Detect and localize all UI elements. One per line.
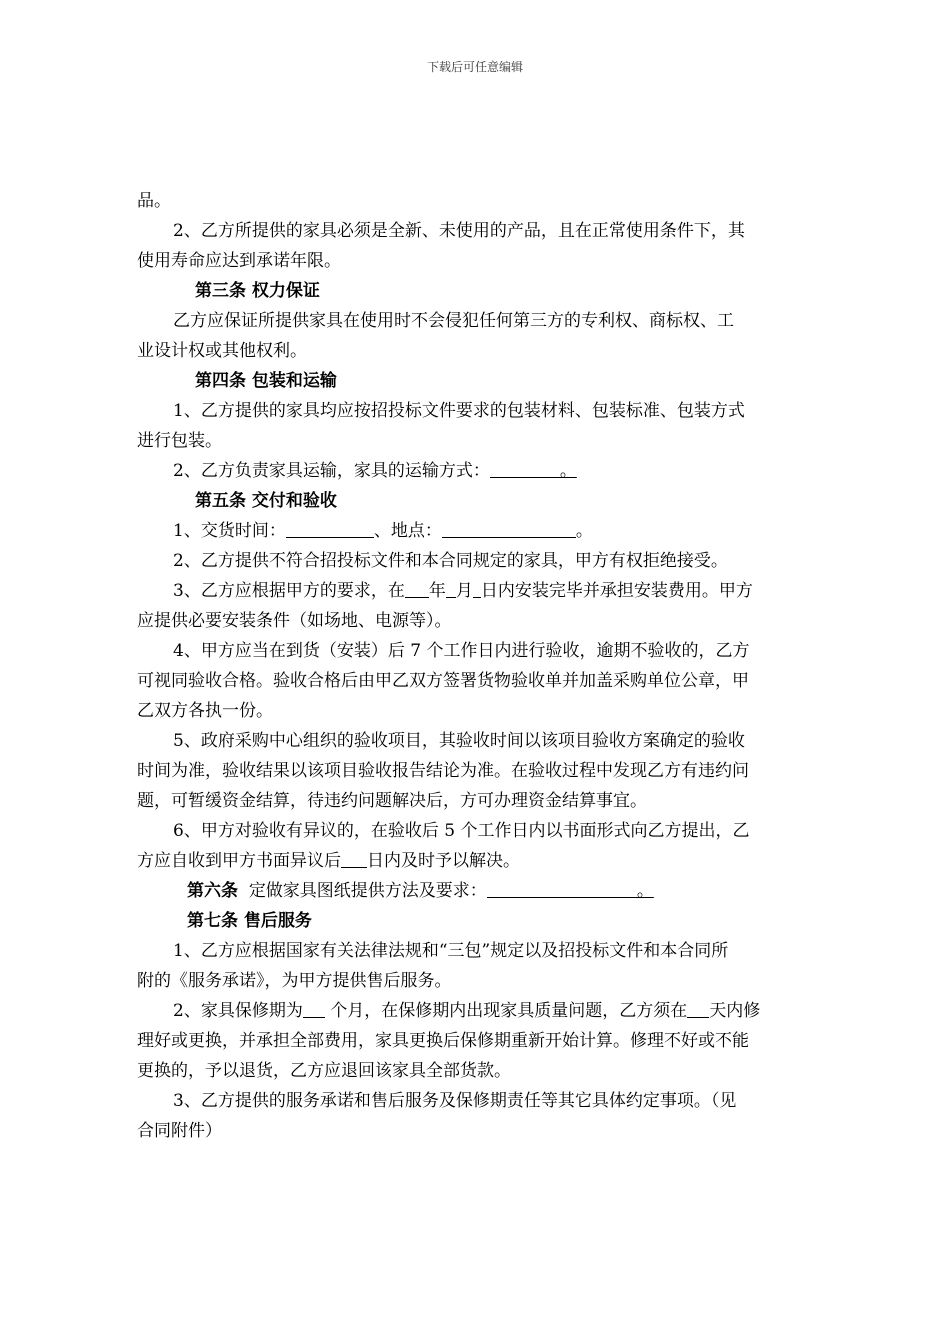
clause-line: 1、乙方应根据国家有关法律法规和“三包”规定以及招投标文件和本合同所 — [173, 941, 729, 961]
install-clause — [137, 576, 837, 606]
clause-text: 日内安装完毕并承担安装费用。甲方 — [480, 581, 753, 601]
blank-field-day[interactable] — [473, 579, 481, 598]
text-line: 品。 — [137, 191, 171, 211]
clause-line: 时间为准，验收结果以该项目验收报告结论为准。在验收过程中发现乙方有违约问 — [137, 761, 749, 781]
blank-field-drawing[interactable] — [487, 879, 637, 898]
blank-field-days[interactable] — [341, 849, 367, 868]
clause-text: 定做家具图纸提供方法及要求： — [248, 881, 487, 901]
clause-text: 月 — [455, 581, 473, 601]
clause-line: 进行包装。 — [137, 431, 222, 451]
clause-line: 乙双方各执一份。 — [137, 701, 273, 721]
clause-text: 日内及时予以解决。 — [367, 851, 520, 871]
article-6-heading: 第六条 — [187, 881, 238, 901]
objection-clause — [137, 846, 837, 876]
warranty-clause — [137, 996, 837, 1026]
page-header: 下载后可任意编辑 — [426, 60, 523, 74]
article-4-heading: 第四条 包装和运输 — [195, 371, 337, 391]
clause-line: 合同附件） — [137, 1121, 222, 1141]
clause-line: 使用寿命应达到承诺年限。 — [137, 251, 341, 271]
blank-field-warranty-months[interactable] — [303, 999, 325, 1018]
article-7-heading: 第七条 售后服务 — [187, 911, 312, 931]
clause-end: 。 — [559, 461, 577, 481]
clause-text: 3、乙方应根据甲方的要求，在 — [173, 581, 405, 601]
clause-line: 理好或更换，并承担全部费用，家具更换后保修期重新开始计算。修理不好或不能 — [137, 1031, 749, 1051]
blank-field-month[interactable] — [446, 579, 456, 598]
blank-field-transport[interactable] — [490, 459, 560, 478]
blank-field-delivery-time[interactable] — [286, 519, 374, 538]
clause-text: 天内修 — [709, 1001, 761, 1021]
blank-field-year[interactable] — [405, 579, 429, 598]
clause-text: 2、家具保修期为 — [173, 1001, 303, 1021]
clause-line: 2、乙方提供不符合招投标文件和本合同规定的家具，甲方有权拒绝接受。 — [173, 551, 728, 571]
clause-text: 方应自收到甲方书面异议后 — [137, 851, 341, 871]
clause-line: 5、政府采购中心组织的验收项目，其验收时间以该项目验收方案确定的验收 — [173, 731, 745, 751]
clause-text: 2、乙方负责家具运输，家具的运输方式： — [173, 461, 490, 481]
clause-text: 1、交货时间： — [173, 521, 286, 541]
clause-line: 乙方应保证所提供家具在使用时不会侵犯任何第三方的专利权、商标权、工 — [173, 311, 734, 331]
contract-body — [137, 186, 837, 1146]
clause-end: 。 — [636, 881, 654, 901]
clause-text: 。 — [575, 521, 593, 541]
clause-text: 、地点： — [373, 521, 442, 541]
clause-line: 附的《服务承诺》，为甲方提供售后服务。 — [137, 971, 452, 991]
clause-line: 更换的，予以退货，乙方应退回该家具全部货款。 — [137, 1061, 511, 1081]
clause-line: 题，可暂缓资金结算，待违约问题解决后，方可办理资金结算事宜。 — [137, 791, 647, 811]
article-5-heading: 第五条 交付和验收 — [195, 491, 337, 511]
clause-line: 3、乙方提供的服务承诺和售后服务及保修期责任等其它具体约定事项。（见 — [173, 1091, 737, 1111]
article-3-heading: 第三条 权力保证 — [195, 281, 320, 301]
blank-field-repair-days[interactable] — [687, 999, 709, 1018]
clause-text: 个月，在保修期内出现家具质量问题，乙方须在 — [324, 1001, 688, 1021]
clause-line: 应提供必要安装条件（如场地、电源等）。 — [137, 611, 452, 631]
clause-line: 4、甲方应当在到货（安装）后 7 个工作日内进行验收，逾期不验收的，乙方 — [173, 641, 750, 661]
clause-line: 业设计权或其他权利。 — [137, 341, 307, 361]
clause-line: 可视同验收合格。验收合格后由甲乙双方签署货物验收单并加盖采购单位公章，甲 — [137, 671, 749, 691]
delivery-clause — [137, 516, 837, 546]
transport-clause — [137, 456, 837, 486]
clause-line: 6、甲方对验收有异议的，在验收后 5 个工作日内以书面形式向乙方提出，乙 — [173, 821, 750, 841]
clause-text: 年 — [428, 581, 446, 601]
clause-line: 1、乙方提供的家具均应按招投标文件要求的包装材料、包装标准、包装方式 — [173, 401, 745, 421]
clause-line: 2、乙方所提供的家具必须是全新、未使用的产品，且在正常使用条件下，其 — [173, 221, 745, 241]
blank-field-delivery-place[interactable] — [442, 519, 576, 538]
article-6-line — [137, 876, 837, 906]
